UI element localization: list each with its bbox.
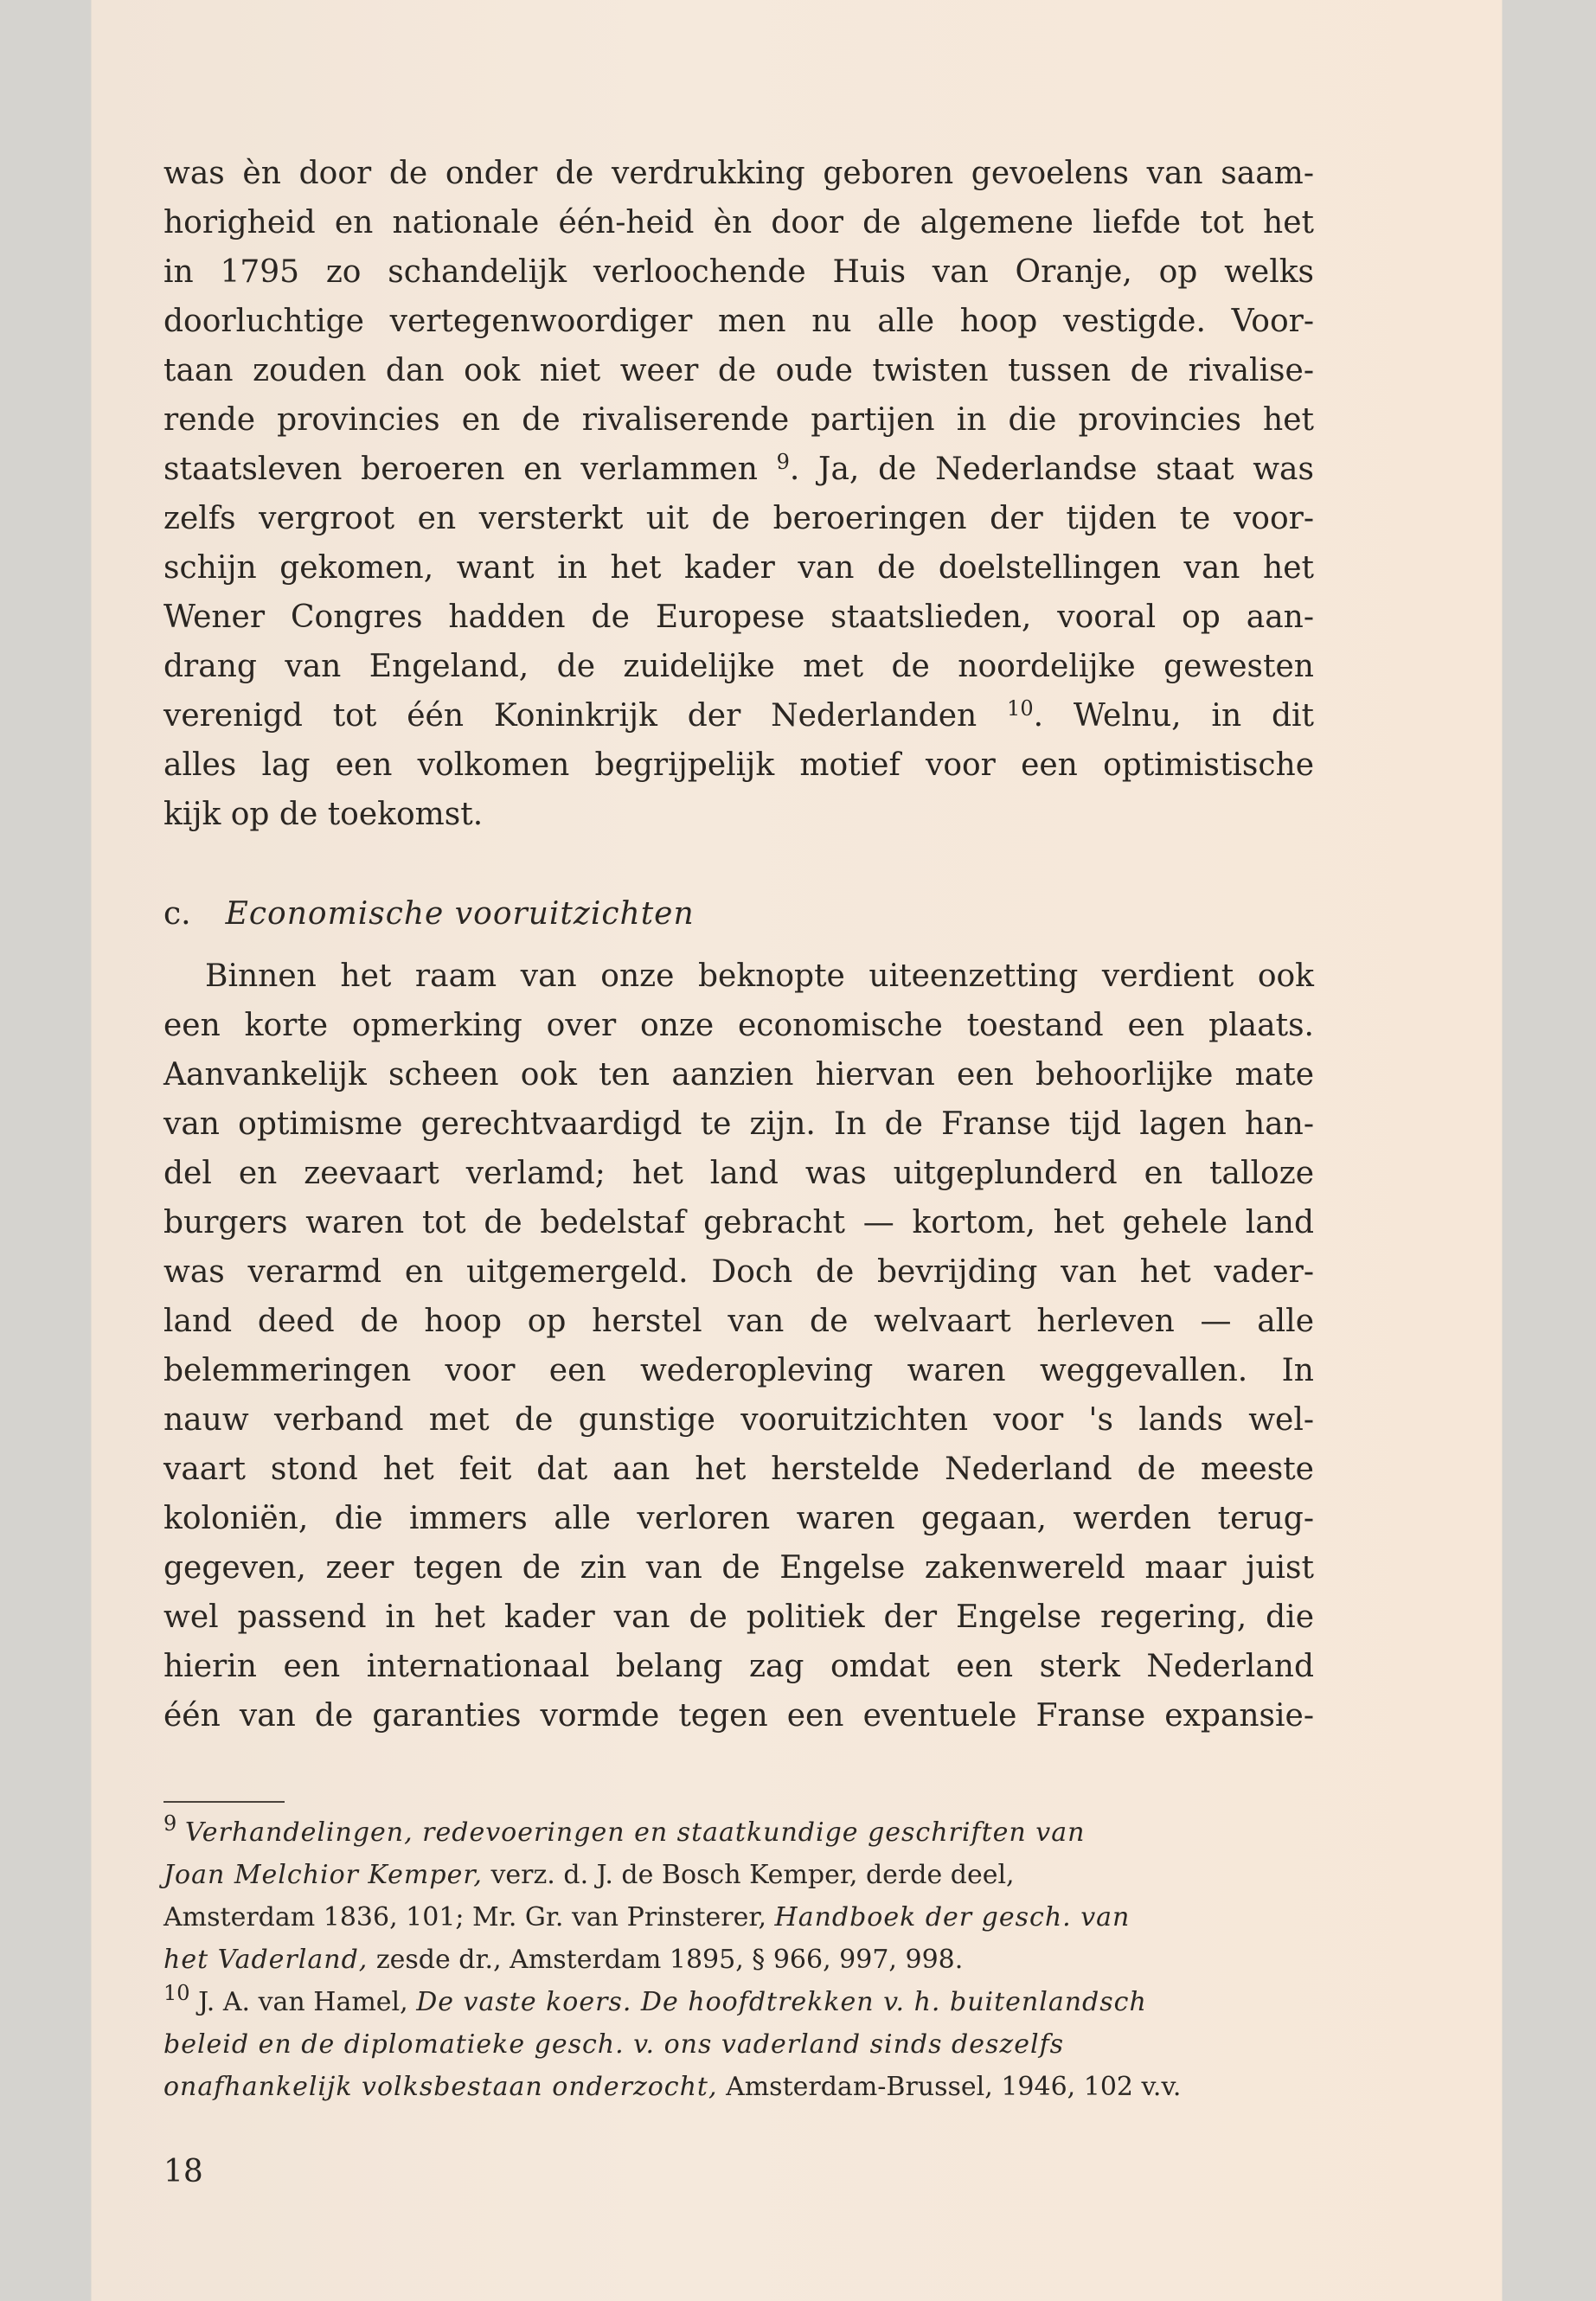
text-line: kijk op de toekomst. <box>163 797 484 832</box>
text-line: horigheid en nationale één-heid èn door de algemene liefde tot het <box>163 205 1314 240</box>
text-line: Binnen het raam van onze beknopte uiteenzetting verdient ook <box>205 958 1314 994</box>
text-line: schijn gekomen, want in het kader van de doelstellingen van het <box>163 550 1314 586</box>
footnote-10-cont: onafhankelijk volksbestaan onderzocht, Amsterdam-Brussel, 1946, 102 v.v. <box>163 2072 1182 2102</box>
text-line: Wener Congres hadden de Europese staatslieden, vooral op aan- <box>163 599 1314 635</box>
section-heading <box>163 896 695 932</box>
section-label: c. <box>163 896 191 932</box>
text-line: drang van Engeland, de zuidelijke met de noordelijke gewesten <box>163 649 1314 684</box>
text-line: burgers waren tot de bedelstaf gebracht — kortom, het gehele land <box>163 1205 1314 1240</box>
text-line: zelfs vergroot en versterkt uit de beroeringen der tijden te voor- <box>163 501 1314 536</box>
text-line: één van de garanties vormde tegen een eventuele Franse expansie- <box>163 1698 1314 1734</box>
text-line: van optimisme gerechtvaardigd te zijn. In de Franse tijd lagen han- <box>163 1106 1314 1142</box>
footnote-number: 9 <box>163 1811 177 1836</box>
text-line: wel passend in het kader van de politiek der Engelse regering, die <box>163 1599 1314 1635</box>
footnote-10: $^{10}$ J. A. van Hamel, De vaste koers. De hoofdtrekken v. h. buitenlandsch <box>163 1981 1147 2017</box>
text-line: was verarmd en uitgemergeld. Doch de bevrijding van het vader- <box>163 1254 1314 1290</box>
text-line: belemmeringen voor een wederopleving waren weggevallen. In <box>163 1353 1314 1388</box>
text-line: een korte opmerking over onze economische toestand een plaats. <box>163 1008 1314 1043</box>
text-line: hierin een internationaal belang zag omdat een sterk Nederland <box>163 1649 1314 1684</box>
footnote-ref-10[interactable]: 10 <box>1007 696 1034 721</box>
section-title: Economische vooruitzichten <box>225 896 695 932</box>
footnote-9-cont: Amsterdam 1836, 101; Mr. Gr. van Prinsterer, Handboek der gesch. van <box>163 1902 1131 1932</box>
text-line: staatsleven beroeren en verlammen $^9$. Ja, de Nederlandse staat was <box>163 450 1314 487</box>
text-line: alles lag een volkomen begrijpelijk motief voor een optimistische <box>163 747 1314 783</box>
text-line: land deed de hoop op herstel van de welvaart herleven — alle <box>163 1304 1314 1339</box>
text-line: nauw verband met de gunstige vooruitzichten voor 's lands wel- <box>163 1402 1314 1438</box>
text-line: koloniën, die immers alle verloren waren gegaan, werden terug- <box>163 1501 1314 1536</box>
paragraph-kijk-op-toekomst <box>163 149 1314 839</box>
text-line: Aanvankelijk scheen ook ten aanzien hiervan een behoorlijke mate <box>163 1057 1314 1093</box>
footnote-number: 10 <box>163 1981 190 2005</box>
page-number: 18 <box>163 2154 203 2189</box>
text-line: rende provincies en de rivaliserende partijen in die provincies het <box>163 402 1314 438</box>
text-line: was èn door de onder de verdrukking geboren gevoelens van saam- <box>163 156 1314 191</box>
footnote-9: $^9$ Verhandelingen, redevoeringen en staatkundige geschriften van <box>163 1811 1086 1848</box>
text-line: verenigd tot één Koninkrijk der Nederlanden $^{10}$. Welnu, in dit <box>163 696 1314 734</box>
text-line: doorluchtige vertegenwoordiger men nu alle hoop vestigde. Voor- <box>163 304 1314 339</box>
footnote-ref-9[interactable]: 9 <box>776 450 790 474</box>
paragraph-economische-toestand <box>163 952 1314 1740</box>
footnotes <box>163 1811 1323 2108</box>
footnote-10-cont: beleid en de diplomatieke gesch. v. ons vaderland sinds deszelfs <box>163 2029 1065 2060</box>
footnote-9-cont: het Vaderland, zesde dr., Amsterdam 1895, § 966, 997, 998. <box>163 1945 964 1975</box>
text-line: gegeven, zeer tegen de zin van de Engelse zakenwereld maar juist <box>163 1550 1314 1586</box>
footnote-9-cont: Joan Melchior Kemper, verz. d. J. de Bosch Kemper, derde deel, <box>163 1860 1015 1890</box>
footnote-divider <box>163 1801 285 1803</box>
text-line: taan zouden dan ook niet weer de oude twisten tussen de rivalise- <box>163 353 1314 388</box>
text-line: vaart stond het feit dat aan het herstelde Nederland de meeste <box>163 1452 1314 1487</box>
text-line: del en zeevaart verlamd; het land was uitgeplunderd en talloze <box>163 1156 1314 1191</box>
text-line: in 1795 zo schandelijk verloochende Huis van Oranje, op welks <box>163 254 1314 290</box>
